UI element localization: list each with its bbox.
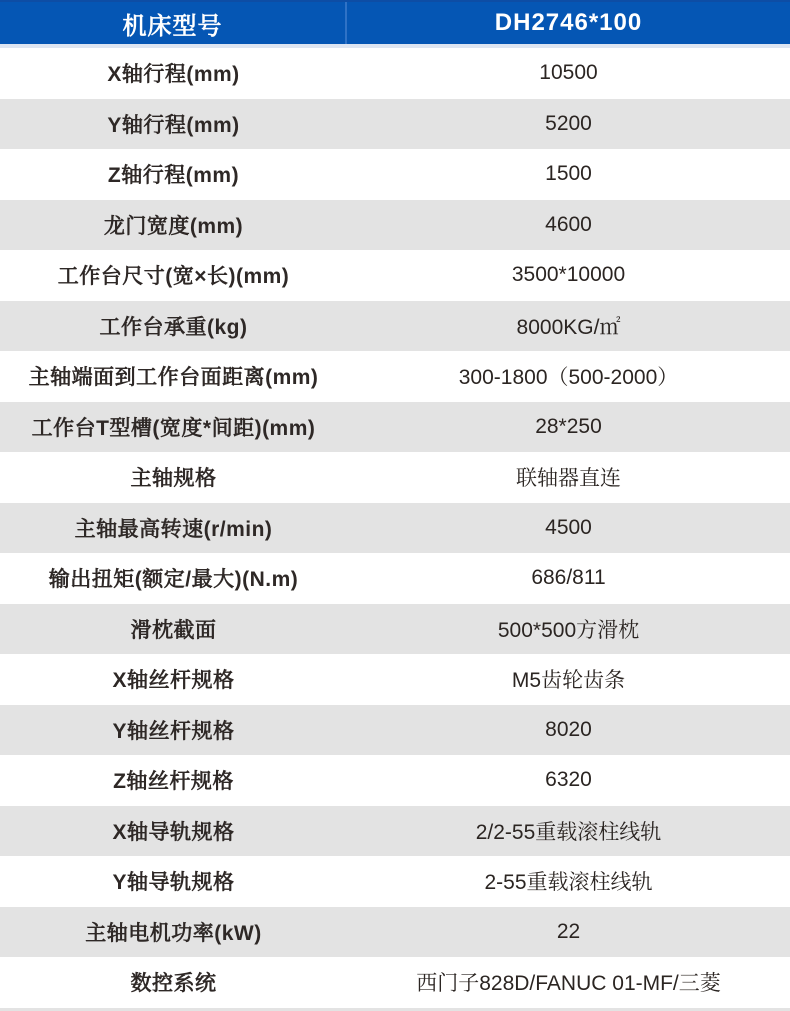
spec-row <box>0 654 790 705</box>
spec-value: 300-1800（500-2000） <box>458 366 679 390</box>
spec-row <box>0 907 790 958</box>
spec-value: 6320 <box>545 768 592 792</box>
spec-row <box>0 351 790 402</box>
spec-label: X轴行程(mm) <box>107 63 240 87</box>
spec-value: 2/2-55重载滚柱线轨 <box>475 820 662 844</box>
spec-value: M5齿轮齿条 <box>511 669 626 693</box>
spec-value: 4500 <box>545 515 592 539</box>
spec-value: 28*250 <box>535 414 602 438</box>
spec-row <box>0 452 790 503</box>
spec-row <box>0 48 790 99</box>
table-header-row <box>0 0 790 44</box>
spec-row <box>0 604 790 655</box>
spec-label: 工作台尺寸(宽×长)(mm) <box>57 265 290 289</box>
spec-row <box>0 402 790 453</box>
spec-label: 主轴规格 <box>130 467 217 491</box>
spec-row <box>0 250 790 301</box>
spec-label: Z轴行程(mm) <box>107 164 240 188</box>
spec-rows <box>0 48 790 1008</box>
spec-label: Z轴丝杆规格 <box>113 770 234 794</box>
spec-label: 主轴端面到工作台面距离(mm) <box>28 366 319 390</box>
spec-label: 主轴电机功率(kW) <box>85 921 262 945</box>
spec-label: 主轴最高转速(r/min) <box>74 517 273 541</box>
spec-row <box>0 755 790 806</box>
spec-value: 500*500方滑枕 <box>497 618 640 642</box>
spec-value: 5200 <box>545 111 592 135</box>
spec-value: 联轴器直连 <box>516 467 621 491</box>
spec-label: 数控系统 <box>130 972 217 996</box>
spec-value: 8000KG/㎡ <box>516 315 621 339</box>
spec-label: X轴导轨规格 <box>112 820 235 844</box>
spec-label: Y轴丝杆规格 <box>112 719 235 743</box>
spec-row <box>0 200 790 251</box>
spec-row <box>0 553 790 604</box>
spec-value: 3500*10000 <box>511 263 626 287</box>
spec-row <box>0 99 790 150</box>
spec-label: 工作台承重(kg) <box>99 315 248 339</box>
spec-row <box>0 957 790 1008</box>
spec-value: 22 <box>556 919 581 943</box>
spec-label: Y轴导轨规格 <box>112 871 235 895</box>
spec-label: 输出扭矩(额定/最大)(N.m) <box>48 568 299 592</box>
table-header-label: 机床型号 <box>0 2 347 44</box>
next-row-partial-strip <box>0 1008 790 1011</box>
spec-value: 686/811 <box>531 566 606 590</box>
spec-row <box>0 806 790 857</box>
spec-value: 西门子828D/FANUC 01-MF/三菱 <box>416 972 721 996</box>
spec-value: 2-55重载滚柱线轨 <box>484 871 653 895</box>
spec-label: X轴丝杆规格 <box>112 669 235 693</box>
spec-label: 龙门宽度(mm) <box>103 214 244 238</box>
spec-label: 工作台T型槽(宽度*间距)(mm) <box>31 416 316 440</box>
table-header-model-value: DH2746*100 <box>494 9 643 36</box>
spec-value: 4600 <box>545 212 592 236</box>
spec-value: 10500 <box>539 61 598 85</box>
spec-value: 8020 <box>545 717 592 741</box>
spec-row <box>0 856 790 907</box>
spec-row <box>0 301 790 352</box>
spec-row <box>0 503 790 554</box>
spec-label: Y轴行程(mm) <box>107 113 240 137</box>
spec-row <box>0 149 790 200</box>
spec-row <box>0 705 790 756</box>
spec-value: 1500 <box>545 162 592 186</box>
spec-label: 滑枕截面 <box>130 618 217 642</box>
